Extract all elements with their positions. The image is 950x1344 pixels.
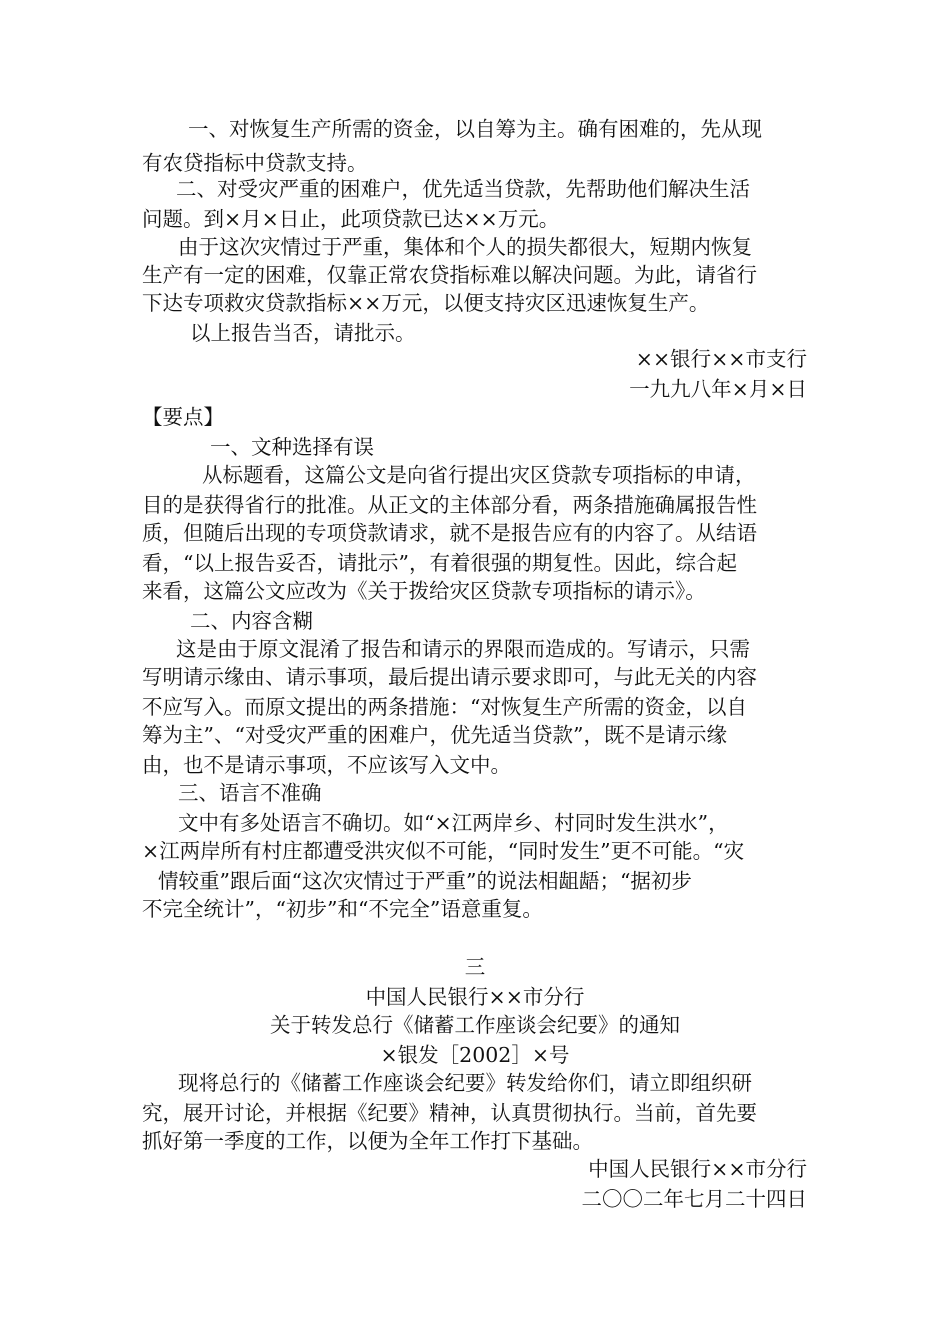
body-line: 由，也不是请示事项，不应该写入文中。 [142,753,511,777]
body-line: 抓好第一季度的工作，以便为全年工作打下基础。 [142,1129,593,1153]
document-number: ×银发［2002］×号 [380,1043,570,1067]
body-line: 目的是获得省行的批准。从正文的主体部分看，两条措施确属报告性 [142,493,757,517]
body-line: 看，“以上报告妥否，请批示”，有着很强的期复性。因此，综合起 [142,551,737,575]
signature-org: ××银行××市支行 [635,347,807,371]
key-points-heading: 【要点】 [142,405,224,429]
body-line: 下达专项救灾贷款指标××万元，以便支持灾区迅速恢复生产。 [142,291,710,315]
body-line: 不应写入。而原文提出的两条措施：“对恢复生产所需的资金，以自 [142,695,747,719]
body-line: 究，展开讨论，并根据《纪要》精神，认真贯彻执行。当前，首先要 [142,1101,757,1125]
subheading: 二、内容含糊 [190,609,313,633]
section-number: 三 [464,955,486,979]
body-line: 生产有一定的困难，仅靠正常农贷指标难以解决问题。为此，请省行 [142,263,757,287]
body-line: 文中有多处语言不确切。如“×江两岸乡、村同时发生洪水”， [178,811,729,835]
subheading: 三、语言不准确 [178,781,322,805]
signature-date: 一九九八年×月×日 [629,377,807,401]
body-line: 不完全统计”，“初步”和“不完全”语意重复。 [142,897,543,921]
signature-org: 中国人民银行××市分行 [588,1157,807,1181]
body-line: 以上报告当否，请批示。 [190,321,416,345]
body-line: 从标题看，这篇公文是向省行提出灾区贷款专项指标的申请， [202,463,756,487]
body-line: 情较重”跟后面“这次灾情过于严重”的说法相龃龉；“据初步 [158,869,692,893]
body-line: 筹为主”、“对受灾严重的困难户，优先适当贷款”，既不是请示缘 [142,723,727,747]
body-line: ×江两岸所有村庄都遭受洪灾似不可能，“同时发生”更不可能。“灾 [142,839,745,863]
body-line: 二、对受灾严重的困难户，优先适当贷款，先帮助他们解决生活 [176,177,750,201]
subheading: 一、文种选择有误 [210,435,374,459]
issuer-title: 中国人民银行××市分行 [365,985,585,1009]
body-line: 来看，这篇公文应改为《关于拨给灾区贷款专项指标的请示》。 [142,579,706,603]
body-line: 质，但随后出现的专项贷款请求，就不是报告应有的内容了。从结语 [142,521,757,545]
body-line: 由于这次灾情过于严重，集体和个人的损失都很大，短期内恢复 [178,235,752,259]
body-line: 写明请示缘由、请示事项，最后提出请示要求即可，与此无关的内容 [142,665,757,689]
body-line: 这是由于原文混淆了报告和请示的界限而造成的。写请示，只需 [176,637,750,661]
body-line: 一、对恢复生产所需的资金，以自筹为主。确有困难的，先从现 [188,117,762,141]
signature-date: 二〇〇二年七月二十四日 [581,1187,807,1211]
notice-title: 关于转发总行《储蓄工作座谈会纪要》的通知 [270,1013,680,1037]
body-line: 有农贷指标中贷款支持。 [142,151,368,175]
body-line: 问题。到×月×日止，此项贷款已达××万元。 [142,207,560,231]
body-line: 现将总行的《储蓄工作座谈会纪要》转发给你们，请立即组织研 [178,1071,752,1095]
